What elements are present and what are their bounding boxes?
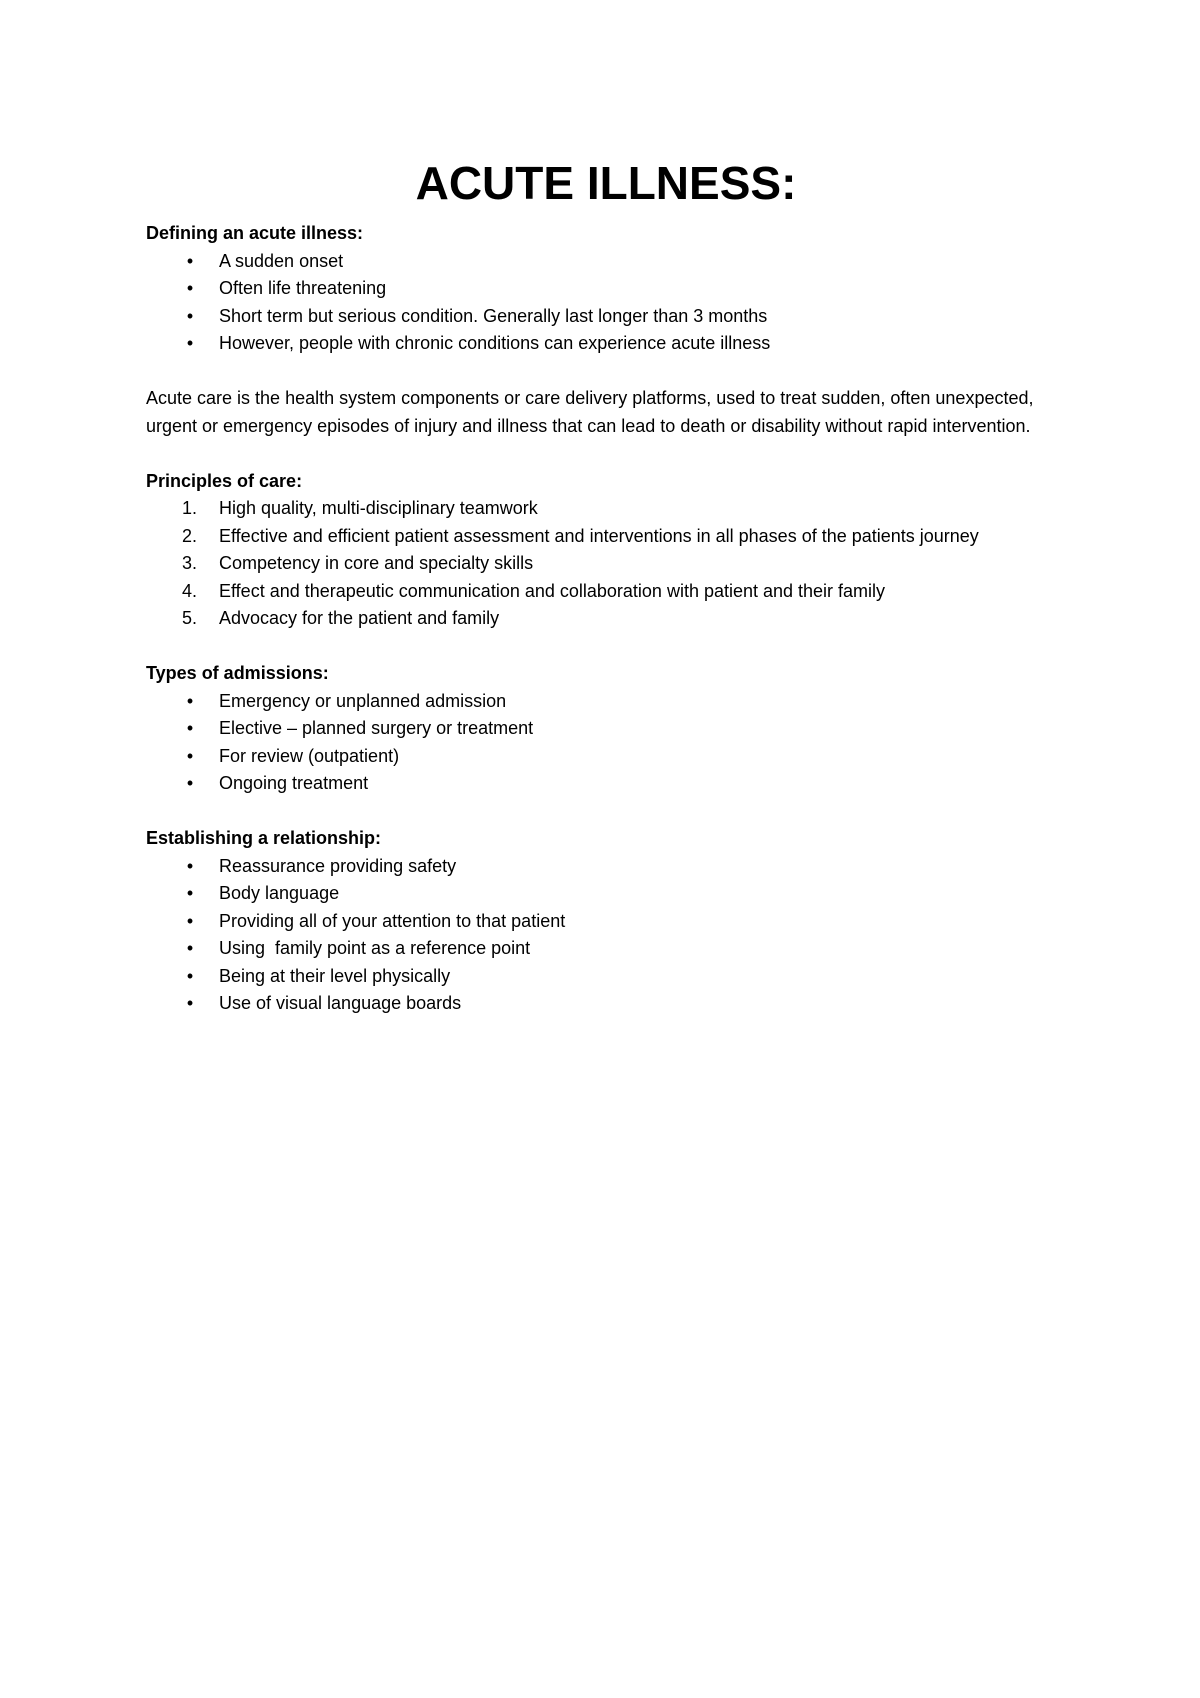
number-marker: 5. <box>182 608 198 628</box>
document-content <box>146 156 1066 1018</box>
list-item: • For review (outpatient) <box>146 743 1066 771</box>
number-marker: 4. <box>182 580 198 601</box>
list-item: 4. Effect and therapeutic communication and collaboration with patient and their family <box>146 578 1066 606</box>
relationship-list <box>146 853 1066 1018</box>
section-heading-admissions: Types of admissions: <box>146 663 329 683</box>
list-item: • Being at their level physically <box>146 963 1066 991</box>
number-marker: 2. <box>182 525 198 546</box>
acute-care-paragraph: Acute care is the health system components or care delivery platforms, used to treat sudden, often unexpected, urgent or emergency episodes of injury and illness that can lead to death or disability without rapid intervention. <box>146 388 1034 436</box>
bullet-marker: • <box>186 250 194 271</box>
list-item: • Short term but serious condition. Generally last longer than 3 months <box>146 303 1066 331</box>
principles-list <box>146 495 1066 633</box>
bullet-marker: • <box>186 773 194 793</box>
spacer <box>146 358 1066 386</box>
list-item: 5. Advocacy for the patient and family <box>146 605 1066 633</box>
bullet-marker: • <box>186 278 194 298</box>
list-item: • Emergency or unplanned admission <box>146 688 1066 716</box>
bullet-marker: • <box>186 910 194 931</box>
list-item: 3. Competency in core and specialty skills <box>146 550 1066 578</box>
admissions-list <box>146 688 1066 798</box>
list-item: • Body language <box>146 880 1066 908</box>
list-item: • Ongoing treatment <box>146 770 1066 798</box>
bullet-marker: • <box>186 938 194 958</box>
defining-list <box>146 248 1066 358</box>
bullet-marker: • <box>186 718 194 738</box>
bullet-marker: • <box>186 883 194 903</box>
list-item: • Use of visual language boards <box>146 990 1066 1018</box>
list-item: • A sudden onset <box>146 248 1066 276</box>
bullet-marker: • <box>186 305 194 326</box>
bullet-marker: • <box>186 333 194 353</box>
section-relationship <box>146 825 1066 1018</box>
bullet-marker: • <box>186 993 194 1013</box>
section-admissions <box>146 660 1066 798</box>
bullet-marker: • <box>186 745 194 766</box>
bullet-marker: • <box>186 690 194 711</box>
section-principles <box>146 468 1066 633</box>
bullet-marker: • <box>186 855 194 876</box>
list-item: 1. High quality, multi-disciplinary teamwork <box>146 495 1066 523</box>
list-item: • Elective – planned surgery or treatment <box>146 715 1066 743</box>
spacer <box>146 440 1066 468</box>
list-item: • However, people with chronic conditions can experience acute illness <box>146 330 1066 358</box>
list-item: • Often life threatening <box>146 275 1066 303</box>
list-item: • Reassurance providing safety <box>146 853 1066 881</box>
list-item: • Using family point as a reference point <box>146 935 1066 963</box>
number-marker: 3. <box>182 553 198 573</box>
list-item: • Providing all of your attention to that patient <box>146 908 1066 936</box>
section-heading-principles: Principles of care: <box>146 470 303 491</box>
list-item: 2. Effective and efficient patient assessment and interventions in all phases of the patients journey <box>146 523 1066 551</box>
document-title: ACUTE ILLNESS: <box>415 157 797 209</box>
section-heading-defining: Defining an acute illness: <box>146 223 364 243</box>
spacer <box>146 798 1066 826</box>
section-defining <box>146 220 1066 358</box>
bullet-marker: • <box>186 965 194 986</box>
spacer <box>146 633 1066 661</box>
number-marker: 1. <box>182 498 198 518</box>
section-heading-relationship: Establishing a relationship: <box>146 828 382 848</box>
